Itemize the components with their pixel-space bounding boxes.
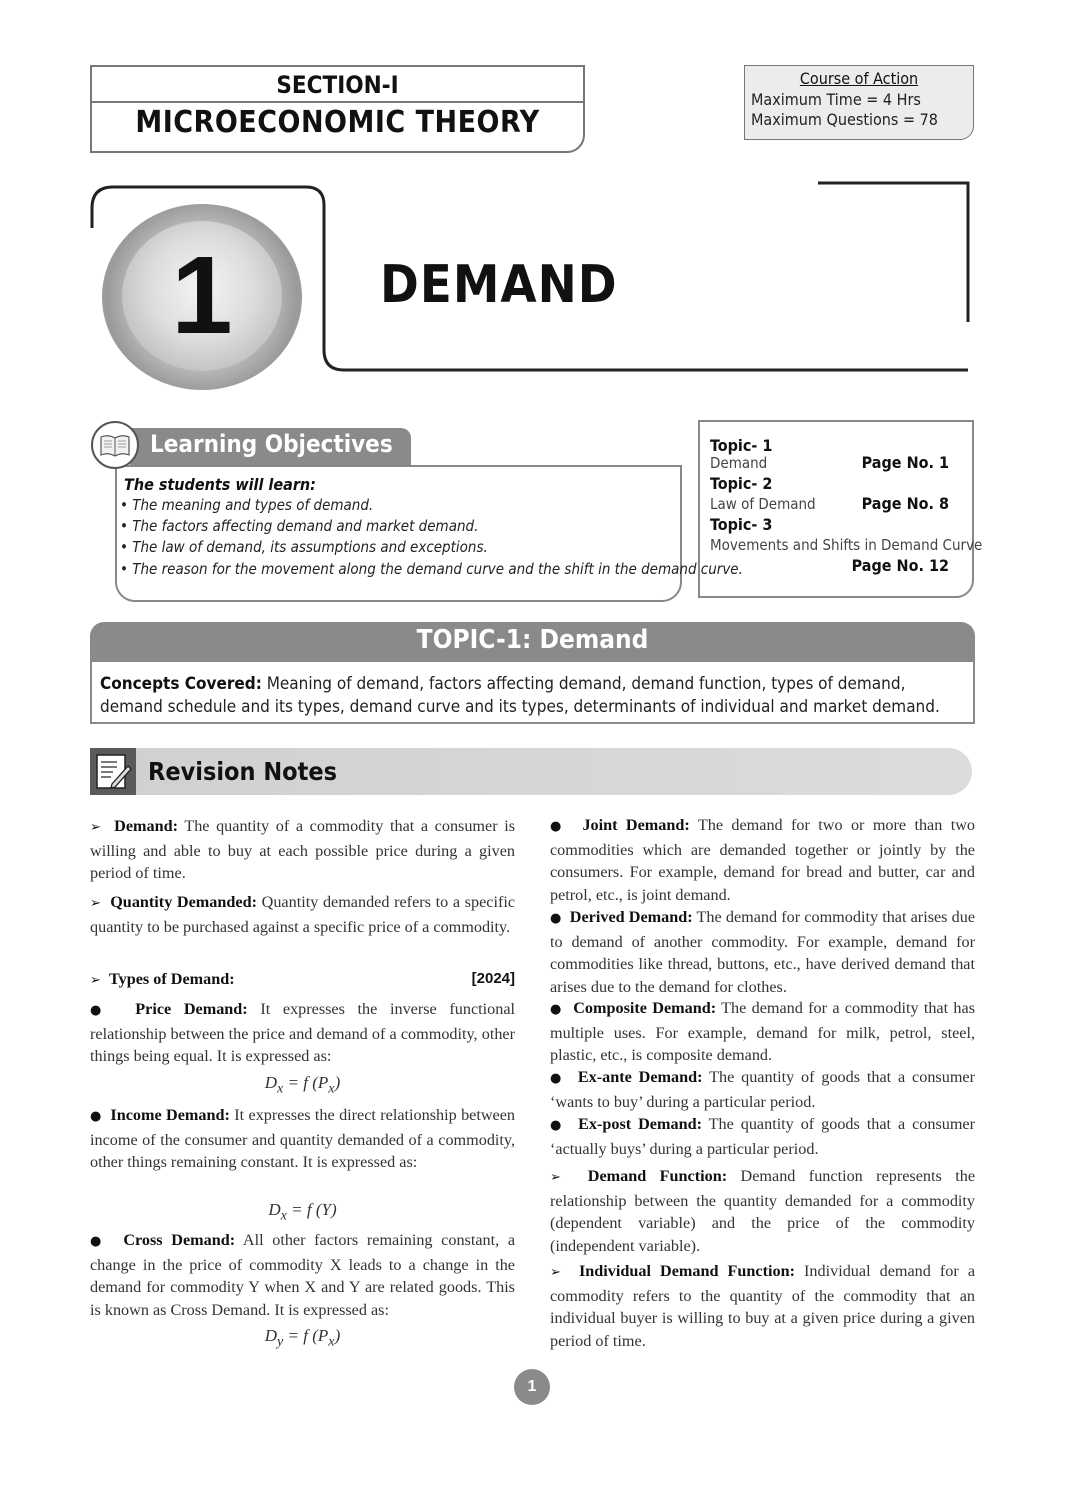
- max-questions: Maximum Questions = 78: [751, 110, 938, 129]
- revision-notes-title: Revision Notes: [148, 757, 338, 786]
- note-demand: ➢ Demand: The quantity of a commodity that a consumer is willing and able to buy at each possible price during a given period of time.: [90, 817, 515, 882]
- topic-3-name: Movements and Shifts in Demand Curve: [710, 536, 983, 554]
- topic-title: TOPIC-1: Demand: [416, 625, 649, 655]
- note-cross-demand: ● Cross Demand: All other factors remaining constant, a change in the price of commodity X leads to a change in the demand for commodity Y when X and Y are related goods. This is known as Cross Demand. It is expressed as:: [90, 1231, 516, 1319]
- section-label: SECTION-I: [276, 71, 399, 99]
- topic-3-label: Topic- 3: [710, 515, 773, 534]
- topic-2-name: Law of Demand: [710, 495, 816, 513]
- note-ex-post-demand: ● Ex-post Demand: The quantity of goods that a consumer ‘actually buys’ during a particular period.: [550, 1115, 976, 1158]
- note-price-demand: ● Price Demand: It expresses the inverse functional relationship between the price and demand of a commodity, other things being equal. It is expressed as:: [90, 1000, 516, 1065]
- note-demand-function: ➢ Demand Function: Demand function represents the relationship between the quantity demanded for a commodity (dependent variable) and the price of the commodity (independent variable).: [550, 1167, 976, 1255]
- note-types-of-demand: ➢ Types of Demand: [2024]: [90, 968, 515, 993]
- concepts-text: Meaning of demand, factors affecting demand, demand function, types of demand, demand schedule and its types, demand curve and its types, determinants of individual and market demand.: [100, 674, 940, 717]
- learning-objective-item: • The meaning and types of demand.: [120, 496, 374, 514]
- topic-3-page: Page No. 12: [851, 556, 949, 575]
- topic-1-page: Page No. 1: [861, 453, 949, 472]
- cross-demand-formula: $D_y = f$ $(P_x)$: [264, 1326, 341, 1350]
- section-title: MICROECONOMIC THEORY: [135, 105, 540, 140]
- topic-2-label: Topic- 2: [710, 474, 773, 493]
- price-demand-formula: $D_x = f$ $(P_x)$: [264, 1073, 341, 1097]
- book-icon: [91, 421, 139, 469]
- note-individual-demand-function: ➢ Individual Demand Function: Individual demand for a commodity refers to the quantity of the commodity that an individual buyer is willing to buy at a given price during a given period of time.: [550, 1262, 976, 1350]
- chapter-number: 1: [171, 234, 233, 357]
- note-joint-demand: ● Joint Demand: The demand for two or more than two commodities which are demanded together or jointly by the consumers. For example, demand for bread and butter, car and petrol, etc., is joint demand.: [550, 816, 975, 904]
- income-demand-formula: $D_x = f$ (Y): [268, 1200, 337, 1224]
- learning-objectives-intro: The students will learn:: [124, 475, 316, 494]
- concepts-covered: [100, 673, 968, 719]
- topic-1-label: Topic- 1: [710, 436, 773, 455]
- max-time: Maximum Time = 4 Hrs: [751, 90, 921, 109]
- notes-icon: [90, 748, 136, 795]
- learning-objectives-heading: Learning Objectives: [150, 430, 393, 458]
- concepts-label: Concepts Covered:: [100, 674, 262, 694]
- chapter-title: DEMAND: [380, 255, 618, 315]
- topic-1-name: Demand: [710, 454, 768, 472]
- learning-objective-item: • The reason for the movement along the demand curve and the shift in the demand curve.: [120, 560, 743, 578]
- note-ex-ante-demand: ● Ex-ante Demand: The quantity of goods that a consumer ‘wants to buy’ during a particular period.: [550, 1068, 975, 1111]
- page-number: 1: [514, 1369, 550, 1405]
- note-quantity-demanded: ➢ Quantity Demanded: Quantity demanded refers to a specific quantity to be purchased against a specific price of a commodity.: [90, 893, 516, 936]
- topic-2-page: Page No. 8: [861, 494, 949, 513]
- year-tag: [2024]: [471, 970, 515, 987]
- note-income-demand: ● Income Demand: It expresses the direct relationship between income of the consumer and quantity demanded of a commodity, other things remaining constant. It is expressed as:: [90, 1106, 516, 1171]
- note-composite-demand: ● Composite Demand: The demand for a commodity that has multiple uses. For example, demand for milk, petrol, steel, plastic, etc., is composite demand.: [550, 999, 975, 1064]
- learning-objective-item: • The factors affecting demand and market demand.: [120, 517, 479, 535]
- learning-objective-item: • The law of demand, its assumptions and exceptions.: [120, 538, 488, 556]
- note-derived-demand: ● Derived Demand: The demand for commodity that arises due to demand of another commodity. For example, demand for commodities like thread, buttons, etc., have derived demand that arises due to the demand for clothes.: [550, 908, 976, 996]
- course-title: Course of Action: [799, 69, 919, 88]
